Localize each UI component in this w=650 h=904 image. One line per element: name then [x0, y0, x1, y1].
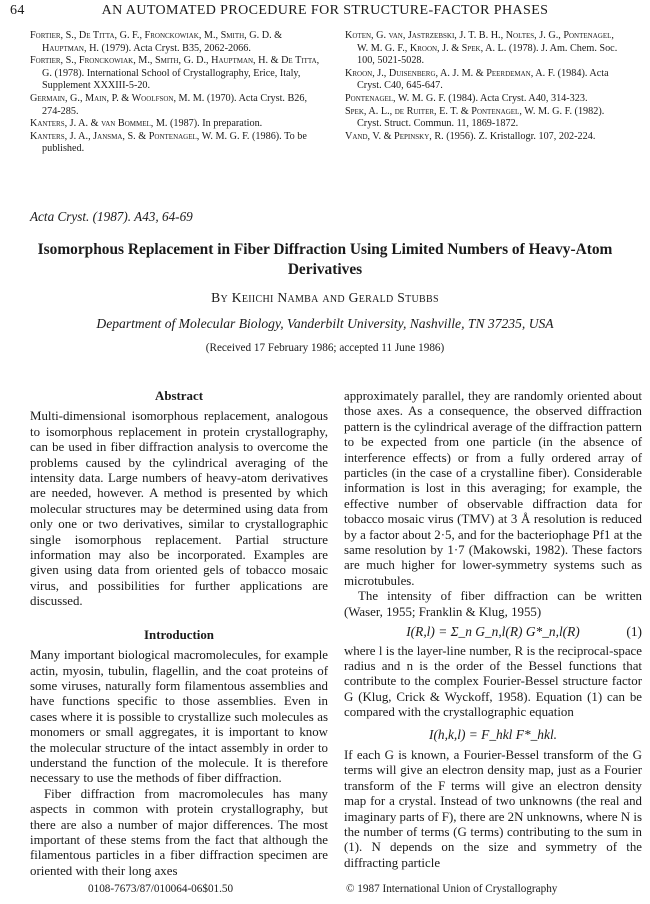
- body-paragraph-3: where l is the layer-line number, R is the reciprocal-space radius and n is the order of the Bessel functions that contribute to the complex Fourier-Bessel structure factor G (Klug, Crick & Wyckoff, 1958). Equation (1) can be compared with the crystallographic equation: [344, 643, 642, 720]
- reference-entry: Vand, V. & Pepinsky, R. (1956). Z. Kristallogr. 107, 202-224.: [345, 130, 596, 142]
- affiliation: Department of Molecular Biology, Vanderbilt University, Nashville, TN 37235, USA: [96, 316, 554, 331]
- reference-entry: Kroon, J., Duisenberg, A. J. M. & Peerdeman, A. F. (1984). Acta Cryst. C40, 645-647.: [345, 67, 609, 92]
- abstract-text: Multi-dimensional isomorphous replacement, analogous to isomorphous replacement in protein crystallography, can be used in fiber diffraction analysis to overcome the problems caused by the cylindrical averaging of the intensity data. Large numbers of heavy-atom derivatives are needed, however. A method is presented by which molecular structures may be determined using data from only one or two derivatives, similar to crystallographic single isomorphous replacement. Partial structure information may also be incorporated. Examples are given using data from oriented gels of tobacco mosaic virus, and possibilities for further applications are discussed.: [30, 409, 328, 609]
- abstract-body: [30, 409, 328, 609]
- intro-paragraph-1: Many important biological macromolecules, for example actin, myosin, tubulin, flagellin, and the coat proteins of some viruses, naturally form filamentous assemblies and have functions specific to those assemblies. Even in cases where it is possible to crystallize such molecules as monomers or small aggregates, it is important to know the molecular structure of the intact assembly in order to understand the function of the molecule. It is therefore necessary to use the methods of fiber diffraction.: [30, 648, 328, 786]
- body-paragraph-4: If each G is known, a Fourier-Bessel transform of the G terms will give an electron density map, just as a Fourier transform of the F terms will give an electron density map for a crystal. Instead of two unknowns (the real and imaginary parts of F), there are 2N unknowns, where N is the number of terms (G terms) contributing to the sum in (1). N depends on the size and symmetry of the diffracting particle: [344, 747, 642, 870]
- equation-2: [344, 727, 642, 742]
- copyright-notice: © 1987 International Union of Crystallography: [346, 883, 558, 895]
- received-dates: (Received 17 February 1986; accepted 11 June 1986): [205, 342, 445, 354]
- reference-entry: Spek, A. L., de Ruiter, E. T. & Pontenagel, W. M. G. F. (1982). Cryst. Struct. Commun. 11, 1869-1872.: [345, 105, 605, 130]
- body-paragraph-2: The intensity of fiber diffraction can be written (Waser, 1955; Franklin & Klug, 1955): [344, 589, 642, 619]
- equation-2-expression: I(h,k,l) = F_hkl F*_hkl.: [428, 726, 558, 742]
- reference-entry: Fortier, S., De Titta, G. F., Fronckowiak, M., Smith, G. D. & Hauptman, H. (1979). Acta Cryst. B35, 2062-2066.: [30, 30, 283, 54]
- reference-entry: Koten, G. van, Jastrzebski, J. T. B. H., Noltes, J. G., Pontenagel, W. M. G. F., Kroon, J. & Spek, A. L. (1978). J. Am. Chem. Soc. 100, 5021-5028.: [345, 30, 618, 67]
- page-number: 64: [10, 3, 25, 18]
- equation-1: [344, 624, 642, 639]
- reference-list-right: [345, 30, 625, 143]
- reference-entry: Fortier, S., Fronckowiak, M., Smith, G. D., Hauptman, H. & De Titta, G. (1978). International School of Crystallography, Erice, Italy, Supplement XXXIII-5-20.: [30, 55, 320, 92]
- right-column: [344, 389, 642, 871]
- article-authors: By Keiichi Namba and Gerald Stubbs: [211, 290, 439, 305]
- article-title: Isomorphous Replacement in Fiber Diffraction Using Limited Numbers of Heavy-Atom Derivatives: [37, 241, 613, 278]
- reference-entry: Pontenagel, W. M. G. F. (1984). Acta Cryst. A40, 314-323.: [345, 92, 588, 104]
- abstract-heading: Abstract: [155, 389, 203, 403]
- left-column: [30, 389, 328, 879]
- reference-entry: Kanters, J. A., Jansma, S. & Pontenagel, W. M. G. F. (1986). To be published.: [30, 130, 307, 155]
- article-code: 0108-7673/87/010064-06$01.50: [88, 883, 234, 895]
- equation-1-expression: I(R,l) = Σ_n G_n,l(R) G*_n,l(R): [406, 624, 580, 640]
- introduction-body: [30, 648, 328, 879]
- introduction-heading: Introduction: [144, 627, 214, 642]
- running-title: AN AUTOMATED PROCEDURE FOR STRUCTURE-FACTOR PHASES: [101, 3, 549, 18]
- reference-entry: Germain, G., Main, P. & Woolfson, M. M. (1970). Acta Cryst. B26, 274-285.: [30, 92, 308, 117]
- body-paragraph-1: approximately parallel, they are randomly oriented about those axes. As a consequence, the observed diffraction pattern is the cylindrical average of the diffraction pattern to be expected from one particle (in the absence of interference effects) or from a fully ordered array of particles (in the case of a crystalline fiber). Considerable information is lost in this averaging; for example, the effective number of observable diffraction data for tobacco mosaic virus (TMV) at 3 Å resolution is reduced by a factor about 2·5, and for the bacteriophage Pf1 at the same resolution by 1·7 (Makowski, 1982). These factors are much higher for lower-symmetry systems such as microtubules.: [344, 389, 642, 588]
- reference-entry: Kanters, J. A. & van Bommel, M. (1987). In preparation.: [30, 118, 263, 130]
- intro-paragraph-2: Fiber diffraction from macromolecules has many aspects in common with protein crystallography, but there are also a number of major differences. The most important of these stems from the fact that although the filamentous particles in a fiber diffraction specimen are oriented with their long axes: [30, 786, 328, 878]
- journal-citation: Acta Cryst. (1987). A43, 64-69: [30, 209, 193, 224]
- equation-1-number: (1): [626, 624, 642, 640]
- running-header: [10, 3, 640, 23]
- reference-list-left: [30, 30, 326, 156]
